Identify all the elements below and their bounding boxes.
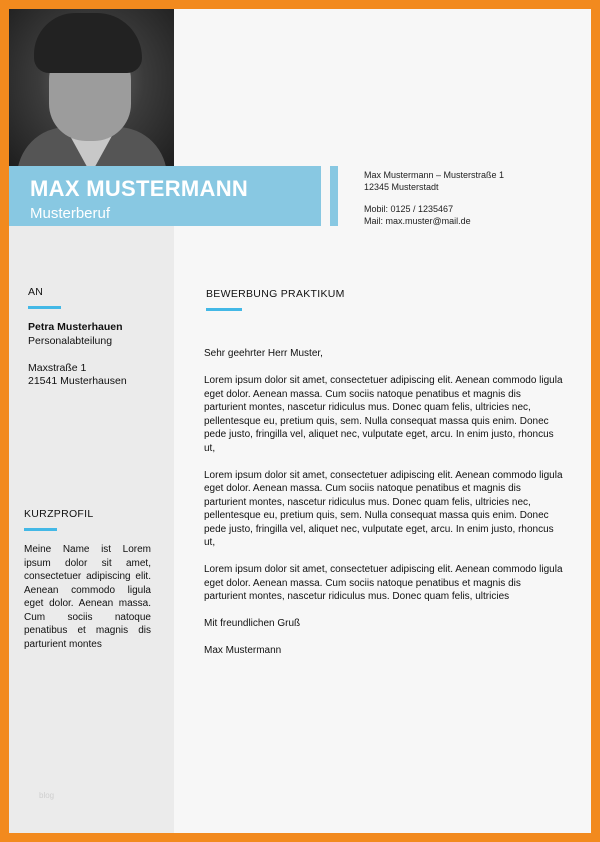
contact-city-line: 12345 Musterstadt	[364, 181, 439, 192]
contact-mail: Mail: max.muster@mail.de	[364, 215, 471, 226]
profile-text: Meine Name ist Lorem ipsum dolor sit amet, consectetuer adipiscing elit. Aenean commodo ligula eget dolor. Aenean massa. Cum sociis natoque penatibus et magnis dis parturient montes	[24, 544, 151, 650]
letter-paragraph-3: Lorem ipsum dolor sit amet, consectetuer adipiscing elit. Aenean commodo ligula eget dolor. Aenean massa. Cum sociis natoque penatibus et magnis dis parturient montes, nascetur ridiculus mus. Donec quam felis, ultricies	[204, 564, 563, 602]
recipient-block	[28, 321, 127, 389]
contact-block	[364, 170, 504, 227]
profile-underline	[24, 528, 57, 531]
applicant-name: MAX MUSTERMANN	[30, 176, 249, 201]
banner-accent-bar	[330, 166, 338, 226]
recipient-underline	[28, 306, 61, 309]
subject-underline	[206, 308, 242, 311]
letter-body	[204, 347, 564, 671]
letter-closing: Mit freundlichen Gruß	[204, 618, 301, 629]
letter-salutation: Sehr geehrter Herr Muster,	[204, 348, 323, 359]
resume-page	[9, 9, 591, 833]
recipient-name: Petra Musterhauen	[28, 321, 123, 333]
recipient-street: Maxstraße 1	[28, 361, 87, 374]
recipient-city: 21541 Musterhausen	[28, 375, 127, 387]
profile-photo	[9, 9, 174, 167]
recipient-label: AN	[28, 286, 44, 298]
letter-signature: Max Mustermann	[204, 645, 282, 656]
letter-subject: BEWERBUNG PRAKTIKUM	[206, 288, 345, 300]
contact-mobile: Mobil: 0125 / 1235467	[364, 204, 454, 214]
contact-address-line: Max Mustermann – Musterstraße 1	[364, 170, 505, 180]
profile-label: KURZPROFIL	[24, 508, 94, 520]
recipient-department: Personalabteilung	[28, 334, 113, 347]
letter-paragraph-2: Lorem ipsum dolor sit amet, consectetuer adipiscing elit. Aenean commodo ligula eget dolor. Aenean massa. Cum sociis natoque penatibus et magnis dis parturient montes, nascetur ridiculus mus. Donec quam felis, ultricies nec, pellentesque eu, pretium quis, sem. Nulla consequat massa quis enim. Donec pede justo, fringilla vel, aliquet nec, vulputate eget, arcu. In enim justo, rhoncus ut,	[204, 469, 563, 548]
photo-hair	[34, 13, 142, 73]
applicant-profession: Musterberuf	[30, 205, 111, 222]
letter-paragraph-1: Lorem ipsum dolor sit amet, consectetuer adipiscing elit. Aenean commodo ligula eget dolor. Aenean massa. Cum sociis natoque penatibus et magnis dis parturient montes, nascetur ridiculus mus. Donec quam felis, ultricies nec, pellentesque eu, pretium quis, sem. Nulla consequat massa quis enim. Donec pede justo, fringilla vel, aliquet nec, vulputate eget, arcu. In enim justo, rhoncus ut,	[204, 375, 563, 454]
watermark-text: blog	[39, 791, 55, 800]
